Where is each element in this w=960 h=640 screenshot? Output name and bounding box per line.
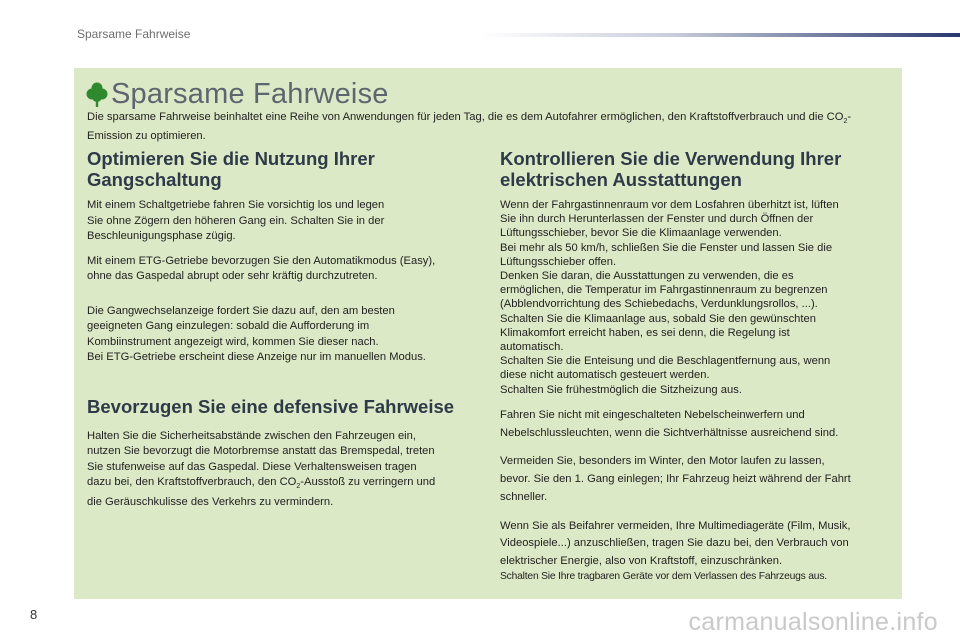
text-line: Schalten Sie die Klimaanlage aus, sobald Sie den gewünschten xyxy=(500,312,816,325)
text-line: Schalten Sie Ihre tragbaren Geräte vor dem Verlassen des Fahrzeugs aus. xyxy=(500,571,827,583)
text-line: Sie stufenweise auf das Gaspedal. Diese Verhaltensweisen tragen xyxy=(87,460,417,473)
heading-gear-usage xyxy=(87,148,477,190)
paragraph-multimedia-devices xyxy=(500,518,890,585)
text-line: diese nicht automatisch gesteuert werden. xyxy=(500,369,710,382)
text-line: Wenn der Fahrgastinnenraum vor dem Losfahren überhitzt ist, lüften xyxy=(500,199,839,211)
paragraph-fog-lights xyxy=(500,406,890,442)
text-line xyxy=(87,475,477,495)
heading-line: Kontrollieren Sie die Verwendung Ihrer xyxy=(500,148,842,169)
text-line: Nebelschlussleuchten, wenn die Sichtverhältnisse ausreichend sind. xyxy=(500,426,839,439)
text-span: dazu bei, den Kraftstoffverbrauch, den CO xyxy=(87,476,297,488)
paragraph-manual-gearbox xyxy=(87,198,477,245)
text-line: Klimakomfort erreicht haben, es sei denn, die Regelung ist xyxy=(500,326,790,339)
heading-line: elektrischen Ausstattungen xyxy=(500,169,742,190)
text-line: Beschleunigungsphase zügig. xyxy=(87,230,236,242)
text-line: Vermeiden Sie, besonders im Winter, den Motor laufen zu lassen, xyxy=(500,454,825,467)
page-number: 8 xyxy=(30,607,38,622)
text-line: Wenn Sie als Beifahrer vermeiden, Ihre Multimediageräte (Film, Musik, xyxy=(500,519,851,532)
co2-subscript: 2 xyxy=(296,483,301,491)
text-span: -Ausstoß zu verringern und xyxy=(300,476,436,488)
text-line: Die Gangwechselanzeige fordert Sie dazu auf, den am besten xyxy=(87,304,395,317)
text-line: Halten Sie die Sicherheitsabstände zwischen den Fahrzeugen ein, xyxy=(87,429,416,442)
text-line: Bei ETG-Getriebe erscheint diese Anzeige nur im manuellen Modus. xyxy=(87,351,426,363)
page-title: Sparsame Fahrweise xyxy=(111,78,389,110)
text-line: ohne das Gaspedal abrupt oder sehr kräftig durchzutreten. xyxy=(87,270,378,282)
paragraph-etg-gearbox xyxy=(87,254,477,285)
text-line: Schalten Sie frühestmöglich die Sitzheizung aus. xyxy=(500,383,742,396)
text-line: Mit einem ETG-Getriebe bevorzugen Sie den Automatikmodus (Easy), xyxy=(87,254,436,267)
header-rule xyxy=(480,33,960,37)
text-line: elektrischer Energie, also von Kraftstoff, einzuschränken. xyxy=(500,554,783,567)
paragraph-gear-indicator xyxy=(87,304,477,366)
heading-line: Optimieren Sie die Nutzung Ihrer xyxy=(87,148,375,169)
intro-paragraph xyxy=(87,110,892,144)
tree-leaf-icon xyxy=(86,82,108,108)
heading-defensive-driving: Bevorzugen Sie eine defensive Fahrweise xyxy=(87,395,455,417)
text-line: Sie ohne Zögern den höheren Gang ein. Schalten Sie in der xyxy=(87,214,385,227)
paragraph-climate-control xyxy=(500,198,890,397)
text-line: Mit einem Schaltgetriebe fahren Sie vorsichtig los und legen xyxy=(87,199,385,211)
text-line: bevor. Sie den 1. Gang einlegen; Ihr Fahrzeug heizt während der Fahrt xyxy=(500,472,851,485)
intro-text: Die sparsame Fahrweise beinhaltet eine Reihe von Anwendungen für jeden Tag, die es dem Autofahrer ermöglichen, den Kraftstoffverbrauch und die CO xyxy=(87,111,844,123)
text-line: Lüftungsschieber offen. xyxy=(500,255,617,268)
text-line: Sie ihn durch Herunterlassen der Fenster und durch Öffnen der xyxy=(500,213,814,226)
intro-text-end: -Emission zu optimieren. xyxy=(87,111,852,143)
running-header: Sparsame Fahrweise xyxy=(77,27,191,41)
text-line: Schalten Sie die Enteisung und die Beschlagentfernung aus, wenn xyxy=(500,355,831,368)
heading-electrical-equipment xyxy=(500,148,890,190)
paragraph-defensive-driving xyxy=(87,429,477,511)
text-line: Bei mehr als 50 km/h, schließen Sie die Fenster und lassen Sie die xyxy=(500,241,833,254)
text-line: Denken Sie daran, die Ausstattungen zu verwenden, die es xyxy=(500,270,794,283)
text-line: Videospiele...) anzuschließen, tragen Sie dazu bei, den Verbrauch von xyxy=(500,537,849,550)
watermark: carmanualsonline.info xyxy=(688,608,938,636)
text-line: Lüftungsschieber, bevor Sie die Klimaanlage verwenden. xyxy=(500,227,782,240)
text-line: schneller. xyxy=(500,490,548,503)
text-line: automatisch. xyxy=(500,341,564,354)
text-line: Kombiinstrument angezeigt wird, kommen Sie dieser nach. xyxy=(87,335,379,348)
left-column xyxy=(87,148,477,510)
intro-co2-subscript: 2 xyxy=(843,118,848,126)
text-line: nutzen Sie bevorzugt die Motorbremse anstatt das Bremspedal, treten xyxy=(87,445,435,457)
text-line: ermöglichen, die Temperatur im Fahrgastinnenraum zu begrenzen xyxy=(500,284,828,297)
title-row xyxy=(86,78,389,111)
right-column xyxy=(500,148,890,584)
text-line: Fahren Sie nicht mit eingeschalteten Nebelscheinwerfern und xyxy=(500,408,805,421)
paragraph-engine-idling xyxy=(500,452,890,506)
text-line: geeigneten Gang einzulegen: sobald die Aufforderung im xyxy=(87,320,370,332)
text-line: (Abblendvorrichtung des Schiebedachs, Verdunklungsrollos, ...). xyxy=(500,298,818,311)
heading-line: Gangschaltung xyxy=(87,169,222,190)
text-line: die Geräuschkulisse des Verkehrs zu vermindern. xyxy=(87,495,334,508)
